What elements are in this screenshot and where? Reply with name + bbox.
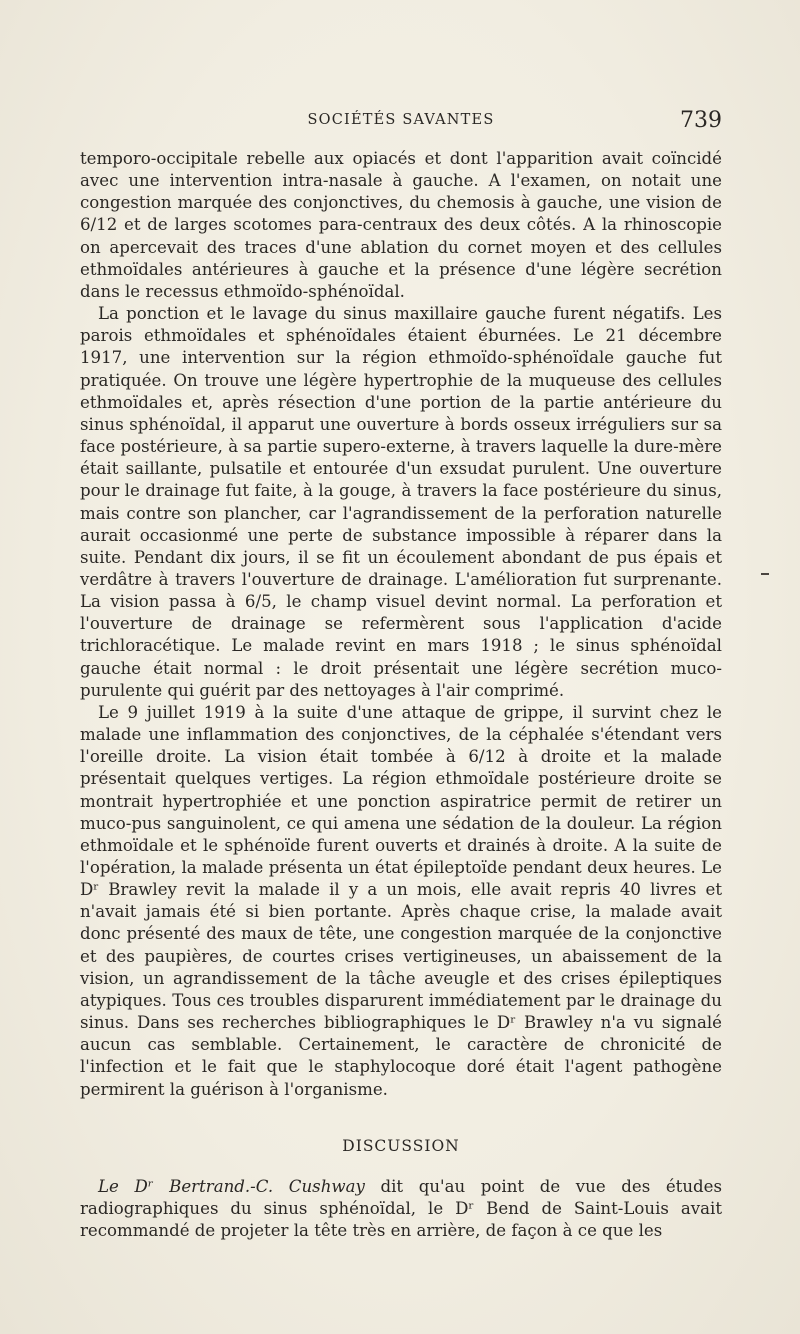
body-text xyxy=(80,148,722,1101)
page-number: 739 xyxy=(680,108,722,133)
discussion-paragraph xyxy=(80,1176,722,1242)
section-heading: DISCUSSION xyxy=(342,1137,460,1155)
speaker-name: Le Dʳ Bertrand.-C. Cushway xyxy=(98,1177,365,1196)
running-head-title: SOCIÉTÉS SAVANTES xyxy=(307,112,495,128)
discussion-body: dit qu'au point de vue des études radiographiques du sinus sphénoïdal, le Dʳ Bend de Saint-Louis avait recommandé de projeter la tête très en arrière, de façon à ce que les xyxy=(80,1177,722,1241)
discussion-text xyxy=(80,1176,722,1242)
running-head xyxy=(80,108,722,138)
paragraph-3: Le 9 juillet 1919 à la suite d'une attaque de grippe, il survint chez le malade une inflammation des conjonctives, de la céphalée s'étendant vers l'oreille droite. La vision était tombée à 6/12 à droite et la malade présentait quelques vertiges. La région ethmoïdale postérieure droite se montrait hypertrophiée et une ponction aspiratrice permit de retirer un muco-pus sanguinolent, ce qui amena une sédation de la douleur. La région ethmoïdale et le sphénoïde furent ouverts et drainés à droite. A la suite de l'opération, la malade présenta un état épileptoïde pendant deux heures. Le Dʳ Brawley revit la malade il y a un mois, elle avait repris 40 livres et n'avait jamais été si bien portante. Après chaque crise, la malade avait donc présenté des maux de tête, une congestion marquée de la conjonctive et des paupières, de courtes crises vertigineuses, un abaissement de la vision, un agrandissement de la tâche aveugle et des crises épileptiques atypiques. Tous ces troubles disparurent immédiatement par le drainage du sinus. Dans ses recherches bibliographiques le Dʳ Brawley n'a vu signalé aucun cas semblable. Certainement, le caractère de chronicité de l'infection et le fait que le staphylocoque doré était l'agent pathogène permirent la guérison à l'organisme. xyxy=(80,702,722,1099)
paragraph-2: La ponction et le lavage du sinus maxillaire gauche furent négatifs. Les parois ethmoïdales et sphénoïdales étaient éburnées. Le 21 décembre 1917, une intervention sur la région ethmoïdo-sphénoïdale gauche fut pratiquée. On trouve une légère hypertrophie de la muqueuse des cellules ethmoïdales et, après résection d'une portion de la partie antérieure du sinus sphénoïdal, il apparut une ouverture à bords osseux irréguliers sur sa face postérieure, à sa partie supero-externe, à travers laquelle la dure-mère était saillante, pulsatile et entourée d'un exsudat purulent. Une ouverture pour le drainage fut faite, à la gouge, à travers la face postérieure du sinus, mais contre son plancher, car l'agrandissement de la perforation naturelle aurait occasionmé une perte de substance impossible à réparer dans la suite. Pendant dix jours, il se fit un écoulement abondant de pus épais et verdâtre à travers l'ouverture de drainage. L'amélioration fut surprenante. La vision passa à 6/5, le champ visuel devint normal. La perforation et l'ouverture de drainage se refermèrent sous l'application d'acide trichloracétique. Le malade revint en mars 1918 ; le sinus sphénoïdal gauche était normal : le droit présentait une légère secrétion muco-purulente qui guérit par des nettoyages à l'air comprimé. xyxy=(80,304,722,700)
margin-mark xyxy=(761,573,769,575)
paragraph-1: temporo-occipitale rebelle aux opiacés et dont l'apparition avait coïncidé avec une intervention intra-nasale à gauche. A l'examen, on notait une congestion marquée des conjonctives, du chemosis à gauche, une vision de 6/12 et de larges scotomes para-centraux des deux côtés. A la rhinoscopie on apercevait des traces d'une ablation du cornet moyen et des cellules ethmoïdales antérieures à gauche et la présence d'une légère secrétion dans le recessus ethmoïdo-sphénoïdal. xyxy=(80,149,722,301)
